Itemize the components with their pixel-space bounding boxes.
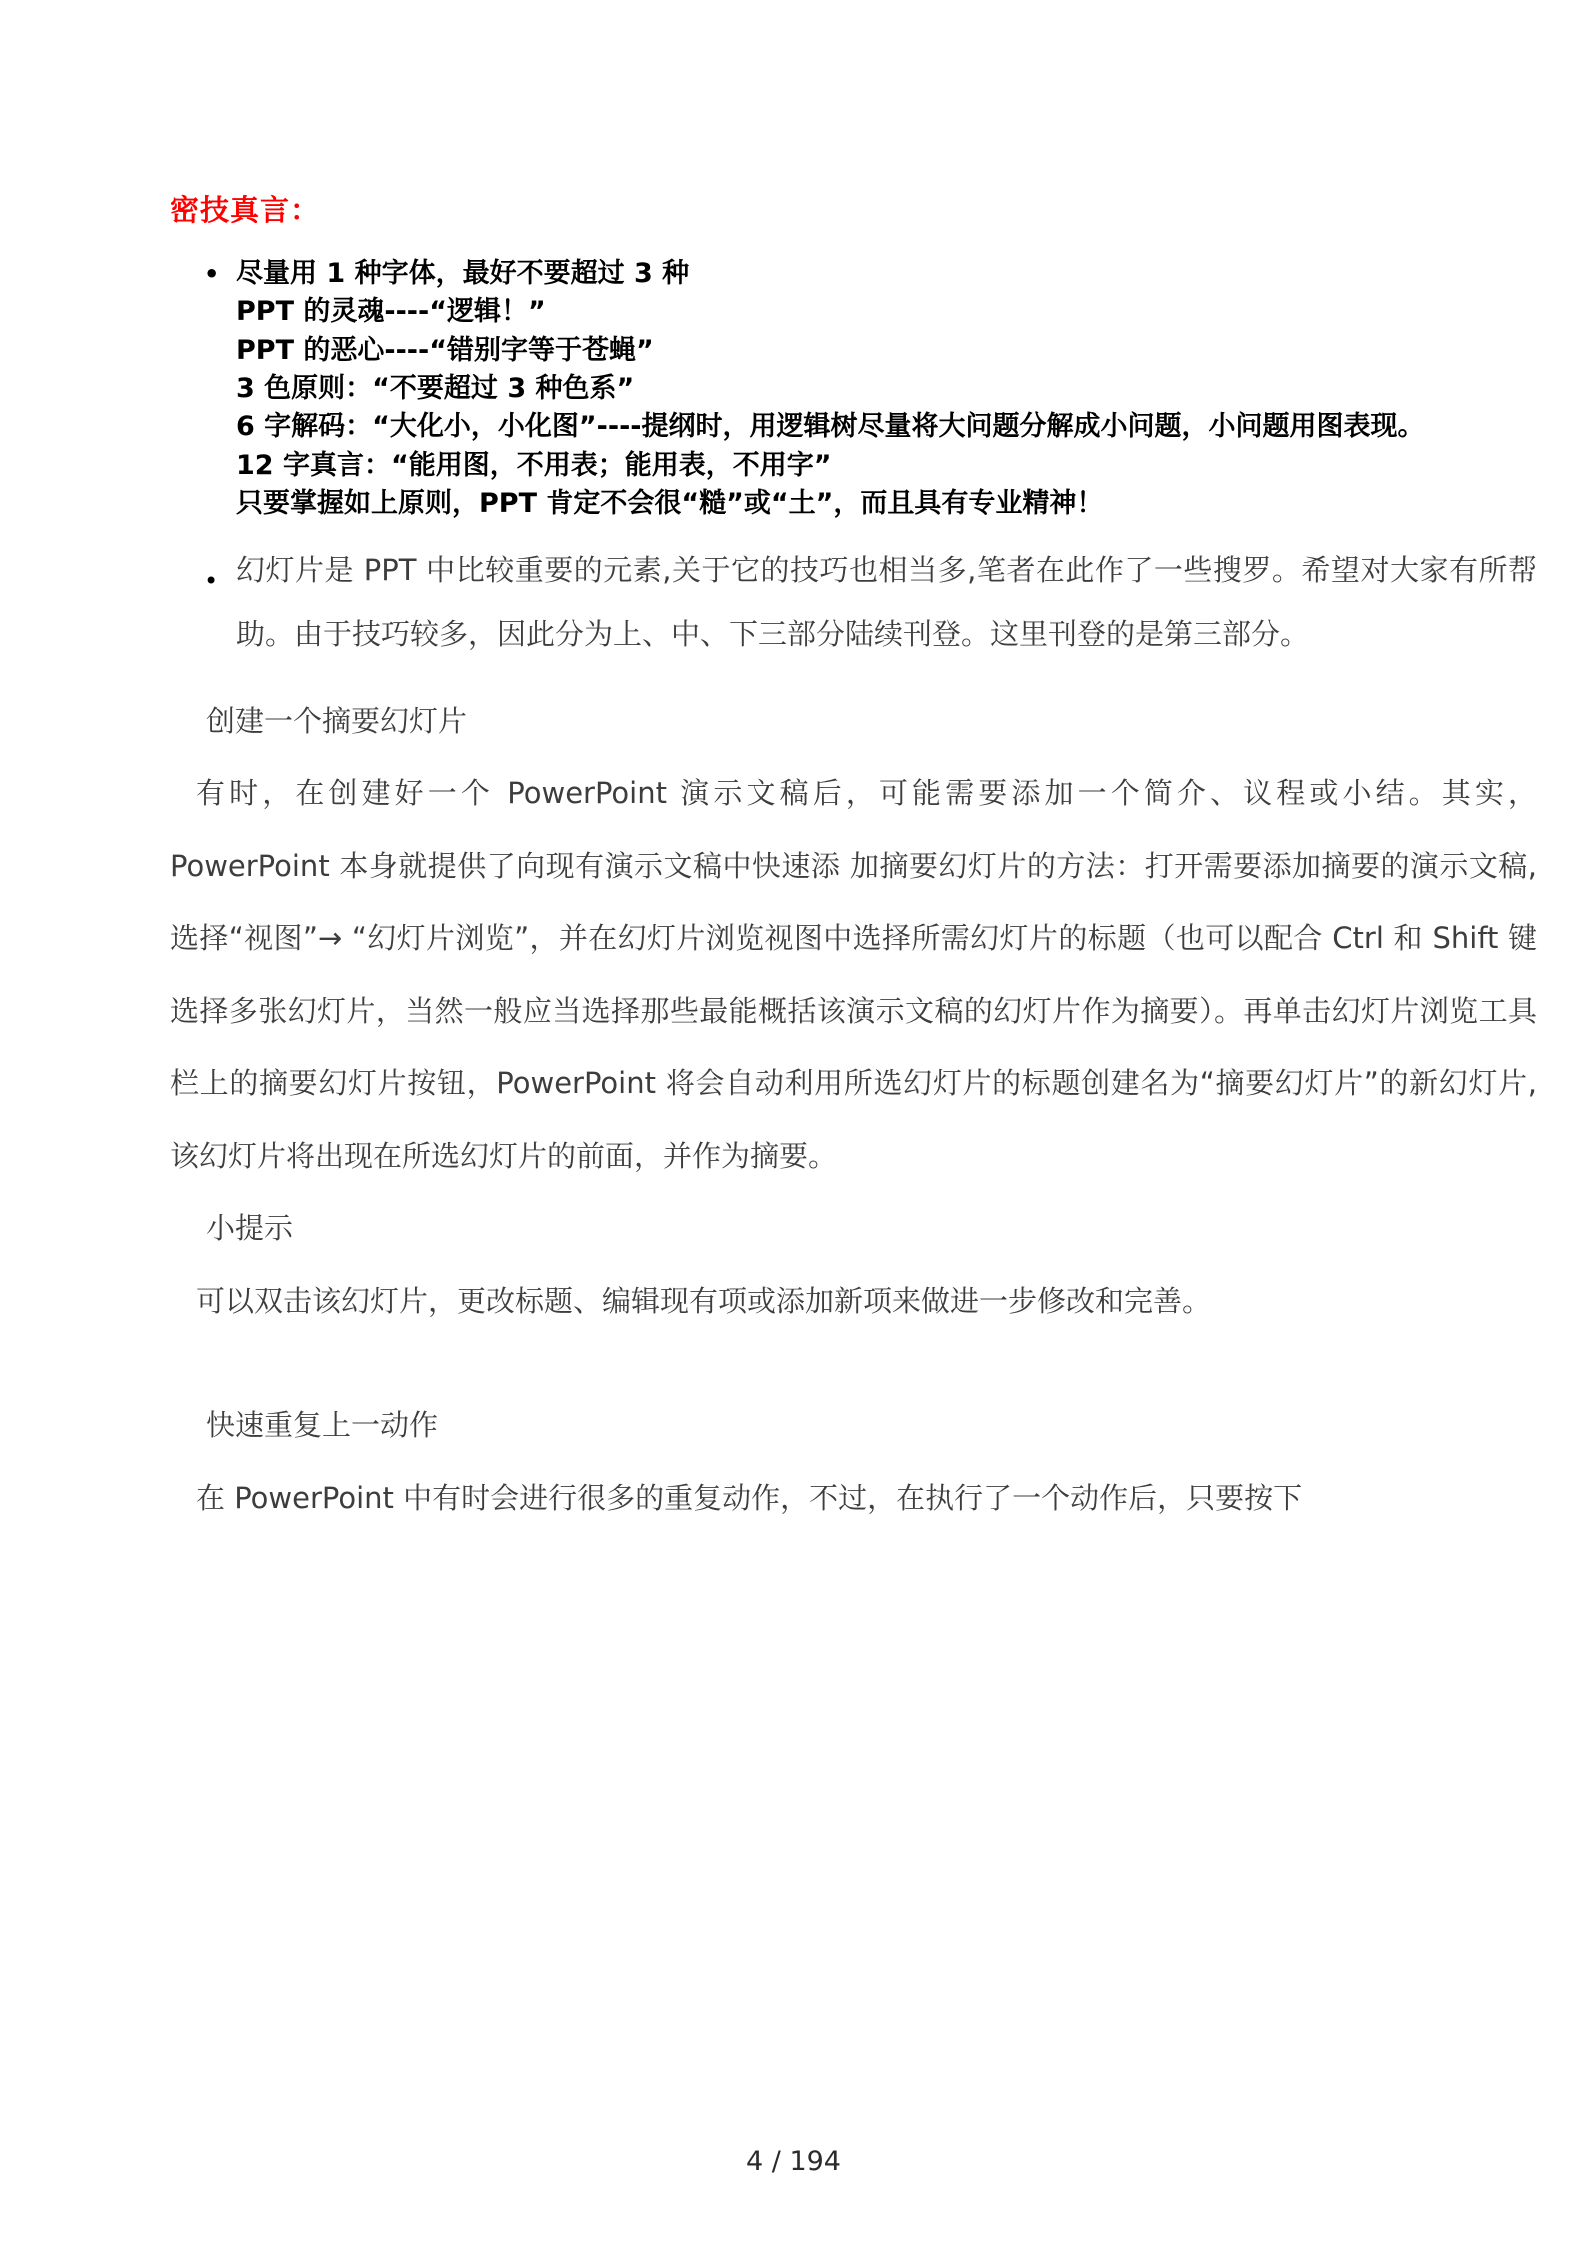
body-paragraph-tip: 可以双击该幻灯片，更改标题、编辑现有项或添加新项来做进一步修改和完善。 bbox=[196, 1283, 1212, 1318]
tips-bullet-list bbox=[170, 255, 1537, 667]
body-paragraph-repeat-action: 在 PowerPoint 中有时会进行很多的重复动作，不过，在执行了一个动作后，只要按下 bbox=[196, 1480, 1303, 1515]
page-number: 4 / 194 bbox=[746, 2146, 841, 2177]
rule-line: PPT 的灵魂----“逻辑！” bbox=[236, 296, 546, 328]
body-paragraph-summary-slide: 有时，在创建好一个 PowerPoint 演示文稿后，可能需要添加一个简介、议程或小结。其实，PowerPoint 本身就提供了向现有演示文稿中快速添 加摘要幻灯片的方法：打开需要添加摘要的演示文稿,选择“视图”→ “幻灯片浏览”，并在幻灯片浏览视图中选择所需幻灯片的标题（也可以配合 Ctrl 和 Shift 键选择多张幻灯片，当然一般应当选择那些最能概括该演示文稿的幻灯片作为摘要）。再单击幻灯片浏览工具栏上的摘要幻灯片按钮，PowerPoint 将会自动利用所选幻灯片的标题创建名为“摘要幻灯片”的新幻灯片,该幻灯片将出现在所选幻灯片的前面，并作为摘要。 bbox=[170, 776, 1537, 1173]
rule-line: 12 字真言：“能用图，不用表；能用表，不用字” bbox=[236, 449, 832, 481]
rule-line: 6 字解码：“大化小，小化图”----提纲时，用逻辑树尽量将大问题分解成小问题，小问题用图表现。 bbox=[236, 411, 1425, 443]
rule-line: 3 色原则：“不要超过 3 种色系” bbox=[236, 372, 635, 404]
bullet-marker: • bbox=[204, 260, 220, 288]
bullet-item-intro bbox=[170, 539, 1537, 667]
rule-line: 尽量用 1 种字体，最好不要超过 3 种 bbox=[236, 258, 690, 289]
subheading-create-summary-slide: 创建一个摘要幻灯片 bbox=[206, 703, 468, 738]
subheading-tip: 小提示 bbox=[206, 1211, 294, 1246]
rule-line: 只要掌握如上原则，PPT 肯定不会很“糙”或“土”，而且具有专业精神！ bbox=[236, 487, 1104, 519]
subheading-repeat-action: 快速重复上一动作 bbox=[206, 1408, 439, 1443]
mantra-heading: 密技真言： bbox=[170, 193, 321, 227]
bullet-marker: • bbox=[204, 567, 219, 596]
intro-text: 幻灯片是 PPT 中比较重要的元素,关于它的技巧也相当多,笔者在此作了一些搜罗。希望对大家有所帮助。由于技巧较多，因此分为上、中、下三部分陆续刊登。这里刊登的是第三部分。 bbox=[236, 553, 1537, 652]
bullet-item-rules bbox=[170, 255, 1537, 523]
rule-line: PPT 的恶心----“错别字等于苍蝇” bbox=[236, 334, 654, 366]
